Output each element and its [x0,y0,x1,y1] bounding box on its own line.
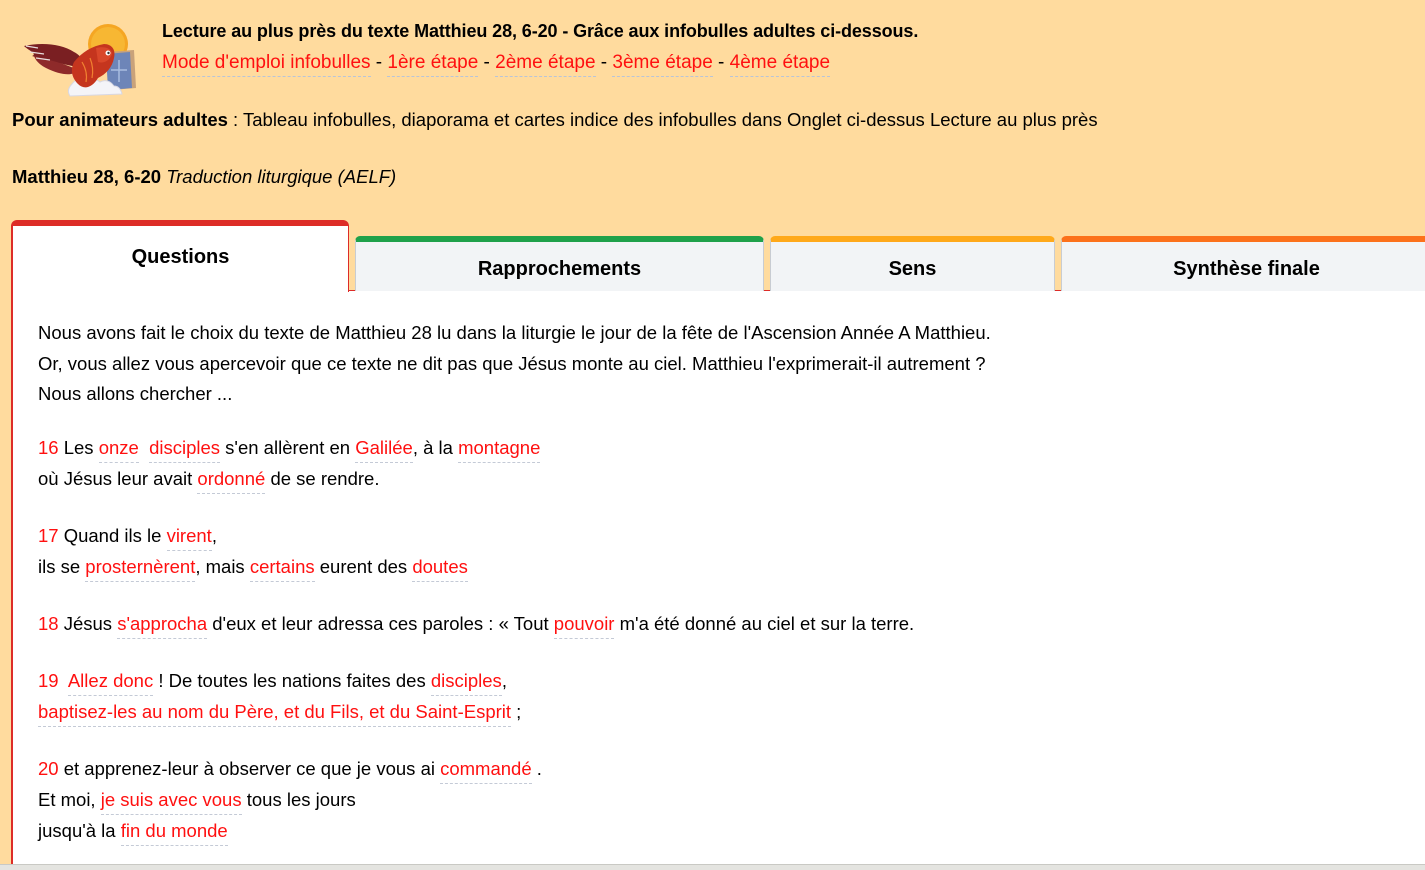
tooltip-term[interactable]: certains [250,556,315,582]
verse-number: 20 [38,758,59,779]
window-bottom-edge [0,864,1425,870]
verse-text: tous les jours [241,789,356,810]
verse-text: d'eux et leur adressa ces paroles : « Tout [207,613,554,634]
verse-18 [38,608,914,639]
tooltip-term[interactable]: Galilée [355,437,413,463]
verse-17 [38,520,468,582]
link-etape-2[interactable]: 2ème étape [495,52,595,77]
step-links [162,52,830,74]
translation: Traduction liturgique (AELF) [166,166,397,187]
verse-text [139,437,149,458]
tooltip-term[interactable]: disciples [149,437,220,463]
tooltip-term[interactable]: commandé [440,758,532,784]
tab-panel-questions [11,290,1425,864]
verse-line [38,520,468,551]
verse-text: Et moi, [38,789,101,810]
tab-questions[interactable] [11,220,349,292]
verse-line [38,551,468,582]
tab-rapprochements[interactable] [355,236,764,291]
intro-line: Or, vous allez vous apercevoir que ce texte ne dit pas que Jésus monte au ciel. Matthieu l'exprimerait-il autrement ? [38,352,986,374]
verse-text: Jésus [58,613,118,634]
animateurs-text: : Tableau infobulles, diaporama et cartes indice des infobulles dans Onglet ci-dessus Lecture au plus près [227,109,1098,130]
animateurs-label: Pour animateurs adultes [12,109,228,130]
separator: - [370,52,388,73]
verse-text: Quand ils le [58,525,167,546]
verse-number: 16 [38,437,59,458]
tooltip-term[interactable]: ordonné [197,468,265,494]
tab-synthese-finale[interactable] [1061,236,1425,291]
verse-19 [38,665,521,727]
animateurs-note [12,109,1098,131]
verse-text: , [501,670,507,691]
verse-text: où Jésus leur avait [38,468,198,489]
tab-label: Sens [888,258,937,280]
verse-text: ; [511,701,522,722]
verse-text: , à la [412,437,459,458]
tooltip-term[interactable]: doutes [412,556,468,582]
tab-sens[interactable] [770,236,1055,291]
tab-label: Rapprochements [477,258,642,280]
separator: - [712,52,730,73]
tab-label: Synthèse finale [1173,258,1320,280]
tooltip-term[interactable]: baptisez-les au nom du Père, et du Fils, et du Saint-Esprit [38,701,511,727]
verse-text [59,670,68,691]
verse-line [38,784,542,815]
tooltip-term[interactable]: onze [99,437,139,463]
verse-16 [38,432,540,494]
link-etape-3[interactable]: 3ème étape [612,52,712,77]
tooltip-term[interactable]: montagne [458,437,540,463]
verse-text: de se rendre. [265,468,380,489]
verse-text: , mais [195,556,250,577]
tooltip-term[interactable]: disciples [431,670,502,696]
tooltip-term[interactable]: s'approcha [117,613,207,639]
tooltip-term[interactable]: prosternèrent [85,556,195,582]
link-etape-4[interactable]: 4ème étape [730,52,830,77]
verse-20 [38,753,542,846]
tooltip-term[interactable]: je suis avec vous [101,789,242,815]
verse-text: . [531,758,542,779]
separator: - [595,52,613,73]
intro-text [38,318,991,410]
verse-text: , [211,525,217,546]
reference: Matthieu 28, 6-20 [12,166,162,187]
verse-line [38,608,914,639]
tooltip-term[interactable]: Allez donc [68,670,153,696]
verse-text: m'a été donné au ciel et sur la terre. [614,613,915,634]
link-etape-1[interactable]: 1ère étape [387,52,478,77]
winged-ox-logo-icon [12,22,136,98]
verse-line [38,665,521,696]
link-mode-emploi[interactable]: Mode d'emploi infobulles [162,52,371,77]
tooltip-term[interactable]: virent [167,525,212,551]
verse-text: eurent des [314,556,413,577]
verse-line [38,696,521,727]
scripture-reference [12,166,396,188]
verse-line [38,753,542,784]
verse-number: 18 [38,613,59,634]
verse-number: 19 [38,670,59,691]
tooltip-term[interactable]: fin du monde [121,820,228,846]
intro-line: Nous avons fait le choix du texte de Matthieu 28 lu dans la liturgie le jour de la fête de l'Ascension Année A Matthieu. [38,322,991,343]
intro-line: Nous allons chercher ... [38,383,233,404]
verse-line [38,432,540,463]
page-title: Lecture au plus près du texte Matthieu 28, 6-20 - Grâce aux infobulles adultes ci-dessous. [162,21,919,41]
page-header [0,0,1425,130]
verse-text: s'en allèrent en [220,437,356,458]
verse-text: Les [58,437,99,458]
verse-text: et apprenez-leur à observer ce que je vous ai [58,758,441,779]
verse-text: jusqu'à la [38,820,121,841]
verse-text: ils se [38,556,86,577]
separator: - [478,52,496,73]
verse-number: 17 [38,525,59,546]
tooltip-term[interactable]: pouvoir [554,613,615,639]
verse-line [38,463,540,494]
verse-text: ! De toutes les nations faites des [153,670,431,691]
tab-label: Questions [131,246,230,268]
verse-line [38,815,542,846]
